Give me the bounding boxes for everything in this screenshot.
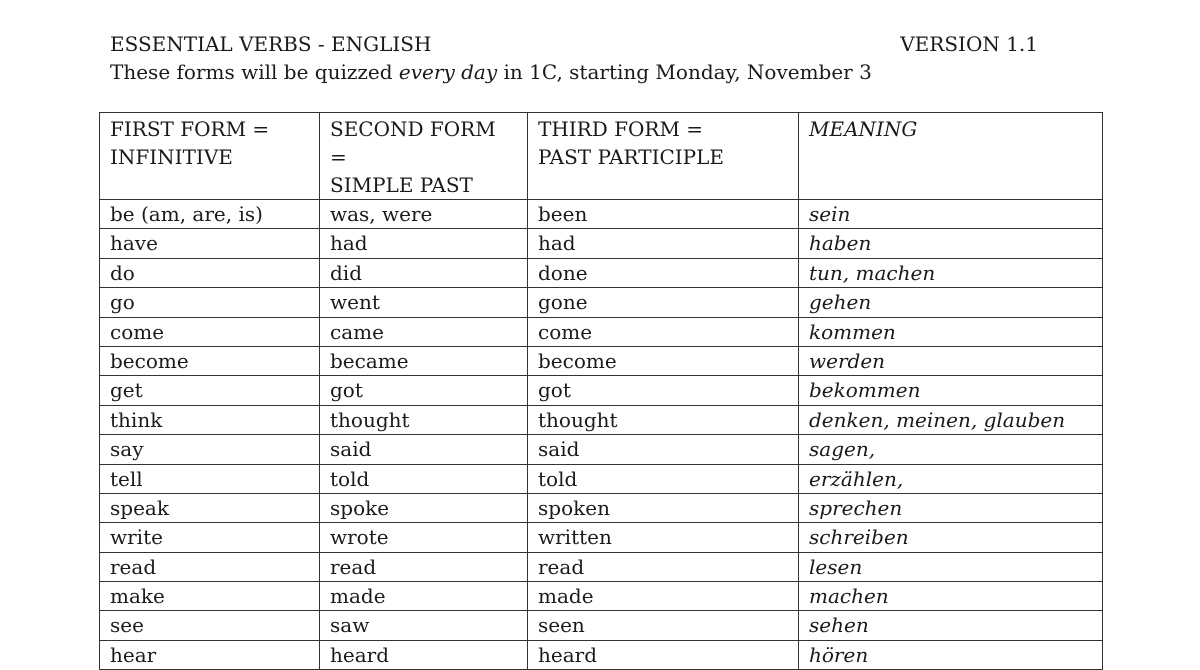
table-row — [100, 464, 1103, 493]
document-version: VERSION 1.1 — [900, 32, 1038, 56]
cell-second-form: became — [320, 346, 528, 375]
cell-third-form: heard — [528, 640, 799, 669]
cell-first-form: say — [100, 435, 320, 464]
cell-second-form: made — [320, 582, 528, 611]
cell-second-form: thought — [320, 405, 528, 434]
cell-meaning: denken, meinen, glauben — [799, 405, 1103, 434]
header-meaning — [799, 113, 1103, 200]
cell-first-form: go — [100, 288, 320, 317]
cell-first-form: be (am, are, is) — [100, 200, 320, 229]
header-second-form — [320, 113, 528, 200]
cell-first-form: do — [100, 258, 320, 287]
cell-second-form: wrote — [320, 523, 528, 552]
header-third-form-line-2: PAST PARTICIPLE — [538, 145, 725, 169]
cell-first-form: make — [100, 582, 320, 611]
header-meaning-line-1: MEANING — [809, 117, 918, 141]
table-row — [100, 640, 1103, 669]
table-row — [100, 582, 1103, 611]
verb-table-header — [100, 113, 1103, 200]
cell-third-form: had — [528, 229, 799, 258]
cell-third-form: gone — [528, 288, 799, 317]
cell-second-form: saw — [320, 611, 528, 640]
cell-third-form: got — [528, 376, 799, 405]
cell-first-form: come — [100, 317, 320, 346]
cell-second-form: spoke — [320, 493, 528, 522]
cell-meaning: lesen — [799, 552, 1103, 581]
header-first-form-line-1: FIRST FORM = — [110, 117, 270, 141]
cell-first-form: read — [100, 552, 320, 581]
header-first-form — [100, 113, 320, 200]
table-row — [100, 611, 1103, 640]
cell-second-form: said — [320, 435, 528, 464]
cell-meaning: haben — [799, 229, 1103, 258]
subtitle-text-after: in 1C, starting Monday, November 3 — [497, 60, 872, 84]
cell-first-form: think — [100, 405, 320, 434]
cell-third-form: said — [528, 435, 799, 464]
document-subtitle — [110, 60, 872, 84]
header-second-form-line-2: SIMPLE PAST — [330, 173, 473, 197]
header-row — [100, 113, 1103, 200]
cell-second-form: had — [320, 229, 528, 258]
cell-first-form: speak — [100, 493, 320, 522]
verb-table — [99, 112, 1103, 670]
header-third-form-line-1: THIRD FORM = — [538, 117, 704, 141]
cell-third-form: seen — [528, 611, 799, 640]
table-row — [100, 493, 1103, 522]
cell-first-form: hear — [100, 640, 320, 669]
cell-meaning: schreiben — [799, 523, 1103, 552]
document-title: ESSENTIAL VERBS - ENGLISH — [110, 32, 432, 56]
cell-meaning: sprechen — [799, 493, 1103, 522]
cell-second-form: read — [320, 552, 528, 581]
cell-first-form: get — [100, 376, 320, 405]
cell-third-form: written — [528, 523, 799, 552]
table-row — [100, 376, 1103, 405]
cell-first-form: tell — [100, 464, 320, 493]
verb-table-body — [100, 200, 1103, 670]
table-row — [100, 200, 1103, 229]
cell-meaning: machen — [799, 582, 1103, 611]
cell-third-form: made — [528, 582, 799, 611]
cell-meaning: tun, machen — [799, 258, 1103, 287]
cell-second-form: went — [320, 288, 528, 317]
table-row — [100, 258, 1103, 287]
cell-first-form: write — [100, 523, 320, 552]
cell-third-form: become — [528, 346, 799, 375]
subtitle-emphasis: every day — [398, 60, 498, 84]
cell-third-form: been — [528, 200, 799, 229]
cell-first-form: become — [100, 346, 320, 375]
cell-meaning: sein — [799, 200, 1103, 229]
cell-third-form: thought — [528, 405, 799, 434]
table-row — [100, 405, 1103, 434]
cell-third-form: come — [528, 317, 799, 346]
table-row — [100, 552, 1103, 581]
header-third-form — [528, 113, 799, 200]
cell-first-form: have — [100, 229, 320, 258]
cell-meaning: erzählen, — [799, 464, 1103, 493]
cell-second-form: told — [320, 464, 528, 493]
cell-meaning: sehen — [799, 611, 1103, 640]
subtitle-text-before: These forms will be quizzed — [110, 60, 399, 84]
table-row — [100, 229, 1103, 258]
cell-meaning: hören — [799, 640, 1103, 669]
cell-second-form: was, were — [320, 200, 528, 229]
table-row — [100, 317, 1103, 346]
cell-second-form: heard — [320, 640, 528, 669]
cell-meaning: gehen — [799, 288, 1103, 317]
cell-third-form: told — [528, 464, 799, 493]
header-first-form-line-2: INFINITIVE — [110, 145, 233, 169]
cell-third-form: read — [528, 552, 799, 581]
table-row — [100, 435, 1103, 464]
cell-meaning: kommen — [799, 317, 1103, 346]
cell-meaning: sagen, — [799, 435, 1103, 464]
cell-second-form: did — [320, 258, 528, 287]
cell-meaning: bekommen — [799, 376, 1103, 405]
cell-second-form: got — [320, 376, 528, 405]
cell-first-form: see — [100, 611, 320, 640]
cell-third-form: done — [528, 258, 799, 287]
table-row — [100, 288, 1103, 317]
header-second-form-line-1: SECOND FORM = — [330, 117, 496, 169]
cell-third-form: spoken — [528, 493, 799, 522]
cell-second-form: came — [320, 317, 528, 346]
table-row — [100, 346, 1103, 375]
cell-meaning: werden — [799, 346, 1103, 375]
table-row — [100, 523, 1103, 552]
